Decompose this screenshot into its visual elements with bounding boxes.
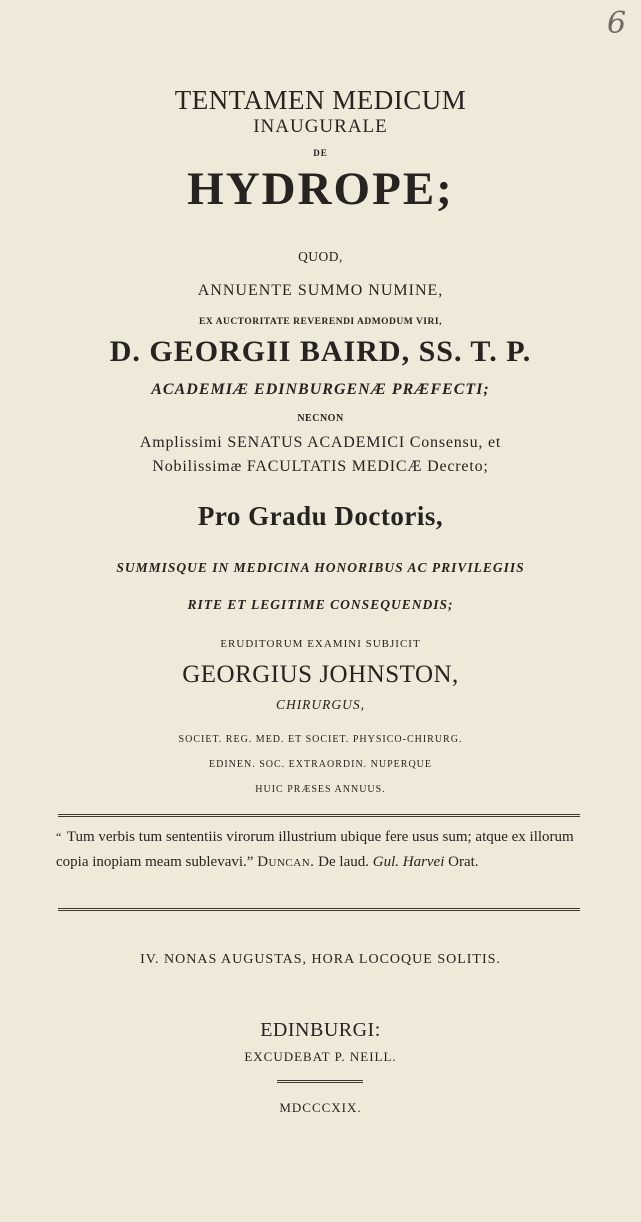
necnon-line: NECNON [297, 413, 344, 424]
epigraph-source-name: Gul. Harvei [372, 854, 445, 870]
author-name: GEORGIUS JOHNSTON, [182, 661, 459, 688]
divider-top [58, 814, 580, 817]
facultatis-line: Nobilissimæ FACULTATIS MEDICÆ Decreto; [152, 458, 489, 475]
summisque-line: SUMMISQUE IN MEDICINA HONORIBUS AC PRIVILEGIIS [116, 560, 525, 575]
auctoritate-line: EX AUCTORITATE REVERENDI ADMODUM VIRI, [199, 317, 442, 327]
imprint-printer: EXCUDEBAT P. NEILL. [244, 1049, 397, 1064]
epigraph-author: Duncan. [257, 854, 315, 870]
imprint-year: MDCCCXIX. [279, 1100, 362, 1115]
senatus-line: Amplissimi SENATUS ACADEMICI Consensu, et [139, 434, 502, 451]
rite-line: RITE ET LEGITIME CONSEQUENDIS; [187, 597, 454, 612]
date-line: IV. NONAS AUGUSTAS, HORA LOCOQUE SOLITIS. [140, 952, 501, 967]
title-line-2: INAUGURALE [253, 116, 388, 137]
rector-name: D. GEORGII BAIRD, SS. T. P. [109, 335, 532, 368]
quod-line: QUOD, [298, 249, 343, 264]
societ-line-2: EDINEN. SOC. EXTRAORDIN. NUPERQUE [209, 759, 432, 770]
eruditorum-line: ERUDITORUM EXAMINI SUBJICIT [220, 638, 421, 650]
societ-line-3: HUIC PRÆSES ANNUUS. [255, 784, 386, 795]
epigraph-open-mark: “ [56, 830, 62, 844]
corner-mark: 6 [607, 6, 627, 41]
title-subject: HYDROPE; [187, 163, 454, 215]
epigraph-text: Tum verbis tum sententiis virorum illustrium ubique fere usus sum; atque ex illorum copia inopiam meam sublevavi.” [56, 829, 574, 870]
imprint-city: EDINBURGI: [260, 1019, 381, 1041]
societ-line-1: SOCIET. REG. MED. ET SOCIET. PHYSICO-CHIRURG. [178, 734, 463, 745]
title-line-1: TENTAMEN MEDICUM [174, 85, 467, 115]
chirurgus-line: CHIRURGUS, [275, 697, 366, 712]
divider-bottom [58, 908, 580, 911]
annuente-line: ANNUENTE SUMMO NUMINE, [197, 282, 444, 299]
epigraph-source-post: Orat. [448, 854, 479, 870]
epigraph [56, 825, 586, 875]
imprint-divider [277, 1080, 363, 1083]
pro-gradu-line: Pro Gradu Doctoris, [197, 501, 444, 531]
title-de: DE [313, 148, 328, 158]
epigraph-source-pre: De laud. [318, 854, 369, 870]
academiae-line: ACADEMIÆ EDINBURGENÆ PRÆFECTI; [151, 381, 490, 398]
